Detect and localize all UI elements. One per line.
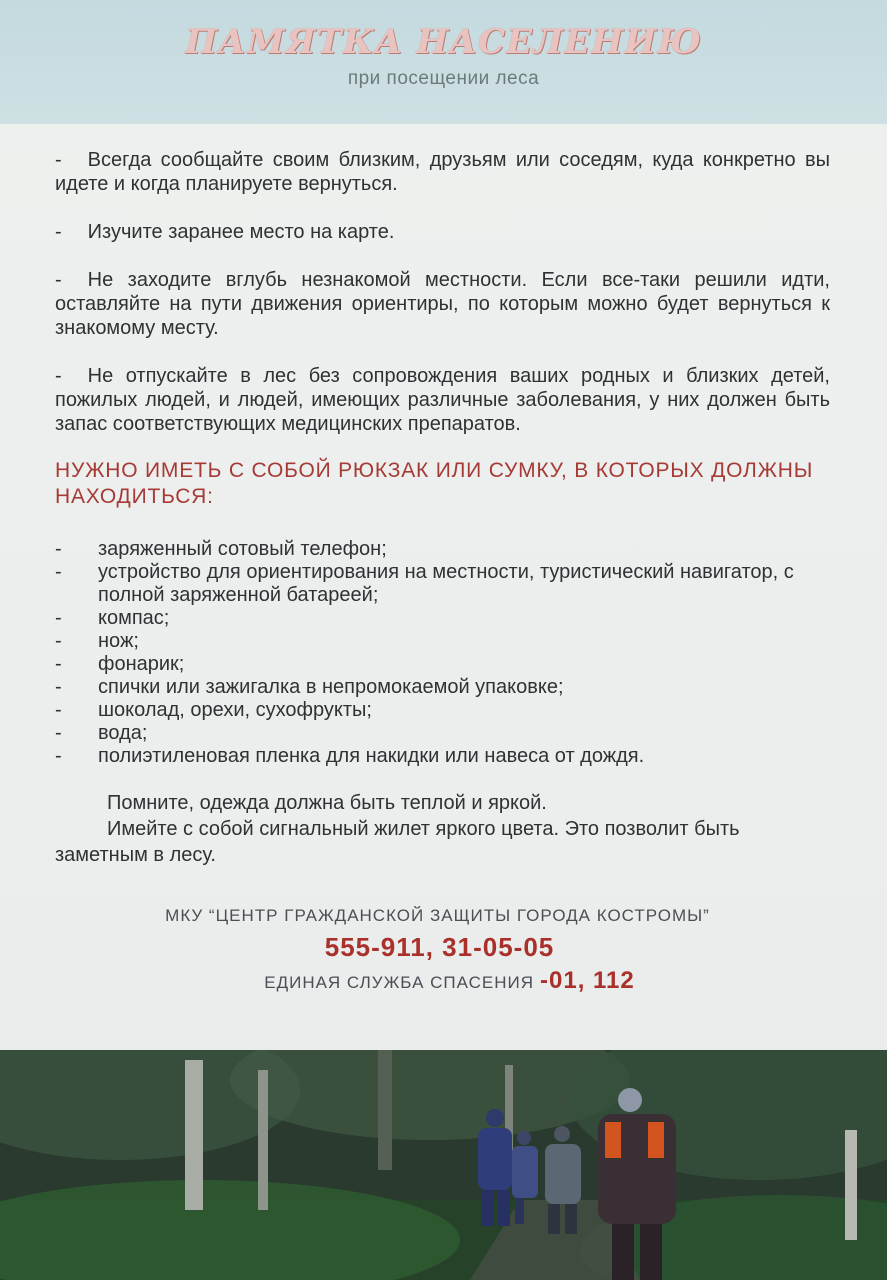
kit-item-text: спички или зажигалка в непромокаемой упаковке;	[98, 676, 564, 698]
kit-item-dash: -	[55, 561, 62, 583]
kit-heading: НУЖНО ИМЕТЬ С СОБОЙ РЮКЗАК ИЛИ СУМКУ, В КОТОРЫХ ДОЛЖНЫ НАХОДИТЬСЯ:	[55, 459, 814, 508]
advice-item	[55, 364, 830, 436]
phone-numbers: 555-911, 31-05-05	[324, 932, 555, 962]
kit-item	[55, 561, 830, 607]
kit-item-dash: -	[55, 607, 62, 629]
kit-item-text: шоколад, орехи, сухофрукты;	[98, 699, 372, 721]
kit-item-dash: -	[55, 538, 62, 560]
kit-item-dash: -	[55, 653, 62, 675]
kit-item-dash: -	[55, 745, 62, 767]
forest-scene	[0, 1050, 887, 1280]
kit-item	[55, 653, 830, 676]
kit-item-text: нож;	[98, 630, 139, 652]
advice-text: Изучите заранее место на карте.	[87, 221, 395, 243]
advice-item	[55, 220, 830, 244]
kit-item	[55, 745, 830, 768]
advice-item	[55, 268, 830, 340]
advice-dash: -	[55, 365, 62, 387]
header-band	[0, 0, 887, 124]
kit-item-dash: -	[55, 722, 62, 744]
closing-line: Имейте с собой сигнальный жилет яркого цвета. Это позволит быть заметным в лесу.	[55, 818, 740, 866]
birch-trunk	[258, 1070, 268, 1210]
birch-trunk	[845, 1130, 857, 1240]
main-content	[55, 148, 830, 868]
advice-text: Не заходите вглубь незнакомой местности. Если все-таки решили идти, оставляйте на пути движения ориентиры, по которым можно будет вернуться к знакомому месту.	[55, 269, 830, 339]
rescue-numbers: -01, 112	[540, 967, 635, 994]
tree-trunk	[378, 1050, 392, 1170]
kit-item-text: полиэтиленовая пленка для накидки или навеса от дождя.	[98, 745, 645, 767]
closing-notes	[55, 790, 830, 868]
contacts-block	[0, 906, 887, 995]
rescue-label: ЕДИНАЯ СЛУЖБА СПАСЕНИЯ	[264, 973, 534, 992]
kit-item-text: компас;	[98, 607, 170, 629]
kit-item	[55, 630, 830, 653]
page-subtitle: при посещении леса	[347, 68, 540, 89]
kit-item-dash: -	[55, 630, 62, 652]
advice-text: Не отпускайте в лес без сопровождения ваших родных и близких детей, пожилых людей, и людей, имеющих различные заболевания, у них должен быть запас соответствующих медицинских препаратов.	[55, 365, 830, 435]
advice-text: Всегда сообщайте своим близким, друзьям или соседям, куда конкретно вы идете и когда планируете вернуться.	[55, 149, 830, 195]
kit-item-text: вода;	[98, 722, 148, 744]
page-title: ПАМЯТКА НАСЕЛЕНИЮ	[185, 22, 702, 62]
kit-item	[55, 538, 830, 561]
organization-name: МКУ “ЦЕНТР ГРАЖДАНСКОЙ ЗАЩИТЫ ГОРОДА КОСТРОМЫ”	[165, 906, 710, 925]
kit-item	[55, 676, 830, 699]
advice-dash: -	[55, 149, 62, 171]
forest-hikers-photo	[0, 1050, 887, 1280]
kit-item-dash: -	[55, 699, 62, 721]
rescue-service	[12, 967, 887, 995]
kit-item-text: фонарик;	[98, 653, 185, 675]
kit-item-text: устройство для ориентирования на местности, туристический навигатор, с полной заряженной батареей;	[98, 561, 794, 606]
kit-list	[55, 538, 830, 768]
advice-dash: -	[55, 221, 62, 243]
advice-dash: -	[55, 269, 62, 291]
kit-item	[55, 607, 830, 630]
kit-item	[55, 722, 830, 745]
closing-line: Помните, одежда должна быть теплой и яркой.	[107, 792, 547, 814]
kit-item-text: заряженный сотовый телефон;	[98, 538, 387, 560]
birch-trunk	[185, 1060, 203, 1210]
advice-item	[55, 148, 830, 196]
kit-item	[55, 699, 830, 722]
kit-item-dash: -	[55, 676, 62, 698]
